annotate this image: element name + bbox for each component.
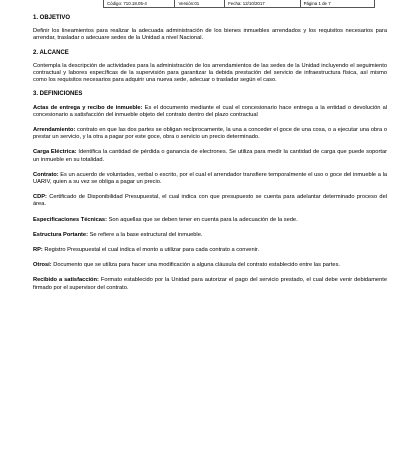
definition-item: [33, 232, 387, 239]
definition-term: RP:: [33, 247, 43, 254]
page-number: Página 1 de 7: [303, 1, 331, 6]
definition-term: CDP:: [33, 194, 47, 201]
definition-text: Es el documento mediante el cual el concesionario hace entrega a la entidad o devolución al concesionario a satisfacción del inmueble objeto del contrato dentro del plazo contractual: [33, 104, 387, 118]
definition-term: Especificaciones Técnicas:: [33, 216, 107, 223]
definition-text: Son aquellas que se deben tener en cuenta para la adecuación de la sede.: [106, 216, 298, 223]
definition-item: [33, 172, 387, 186]
definition-text: Certificado de Disponibilidad Presupuestal, el cual indica con que presupuesto se cuenta para adelantar determinado proceso del área.: [33, 194, 387, 208]
definition-item: [33, 149, 387, 163]
definition-item: [33, 262, 387, 269]
definition-term: Actas de entrega y recibo de inmueble:: [33, 104, 143, 111]
definition-text: Es un acuerdo de voluntades, verbal o escrito, por el cual el arrendador transfiere temporalmente el uso o goce del inmueble a la UARIV, quien a su vez se obliga a pagar un precio.: [33, 171, 387, 186]
section-text-alcance: Contempla la descripción de actividades para la administración de los arrendamientos de las sedes de la Unidad incluyendo el seguimiento contractual y labores específicas de la supervisión para garantizar la debida prestación del servicio de infraestructura física, así mismo como los requisitos necesarios para adquirir una nueva sede, adecuar o trasladar según el caso.: [33, 62, 387, 84]
definition-text: Identifica la cantidad de pérdida o ganancia de electrones. Se utiliza para medir la cantidad de carga que puede soportar un inmueble en su totalidad.: [33, 149, 387, 163]
section-text-objetivo: Definir los lineamientos para realizar la adecuada administración de los bienes inmuebles arrendados y los requisitos necesarios para arrendar, trasladar o adecuare sedes de la Unidad a nivel Nacional.: [33, 28, 387, 42]
definition-item: [33, 194, 387, 208]
definition-item: [33, 127, 387, 141]
definition-text: Registro Presupuestal el cual indica el monto a utilizar para cada contrato a convenir.: [42, 247, 260, 254]
section-title-objetivo: 1. OBJETIVO: [33, 15, 71, 21]
definition-item: [33, 217, 387, 224]
document-version: Versión:01: [175, 0, 225, 7]
document-header-table: [103, 0, 375, 8]
definition-term: Otrosí:: [33, 262, 52, 269]
document-date: Fecha: 12/10/2017: [225, 0, 300, 7]
definition-text: Documento que se utiliza para hacer una modificación a alguna cláusula del contrato establecido entre las partes.: [51, 262, 340, 269]
definition-term: Carga Eléctrica:: [33, 149, 77, 156]
definition-term: Estructura Portante:: [33, 231, 88, 238]
definition-term: Contrato:: [33, 171, 59, 178]
definition-item: [33, 105, 387, 119]
definition-text: Se refiere a la base estructural del inmueble.: [88, 231, 203, 238]
section-title-alcance: 2. ALCANCE: [33, 49, 69, 56]
definition-item: [33, 247, 387, 254]
definition-text: contrato en que las dos partes se obligan recíprocamente, la una a conceder el goce de una cosa, o a ejecutar una obra o prestar un servicio, y la otra a pagar por este goce, obra o servicio un precio determinado.: [33, 127, 387, 141]
document-body: [33, 15, 387, 300]
definition-item: [33, 277, 387, 291]
definition-term: Recibido a satisfacción:: [33, 277, 99, 284]
section-title-definiciones: 3. DEFINICIONES: [33, 91, 83, 98]
definition-text: Formato establecido por la Unidad para autorizar el pago del servicio prestado, el cual debe venir debidamente firmado por el supervisor del contrato.: [33, 277, 387, 291]
document-code: Código: 710.18.05-4: [104, 0, 175, 7]
definition-term: Arrendamiento:: [33, 127, 76, 134]
